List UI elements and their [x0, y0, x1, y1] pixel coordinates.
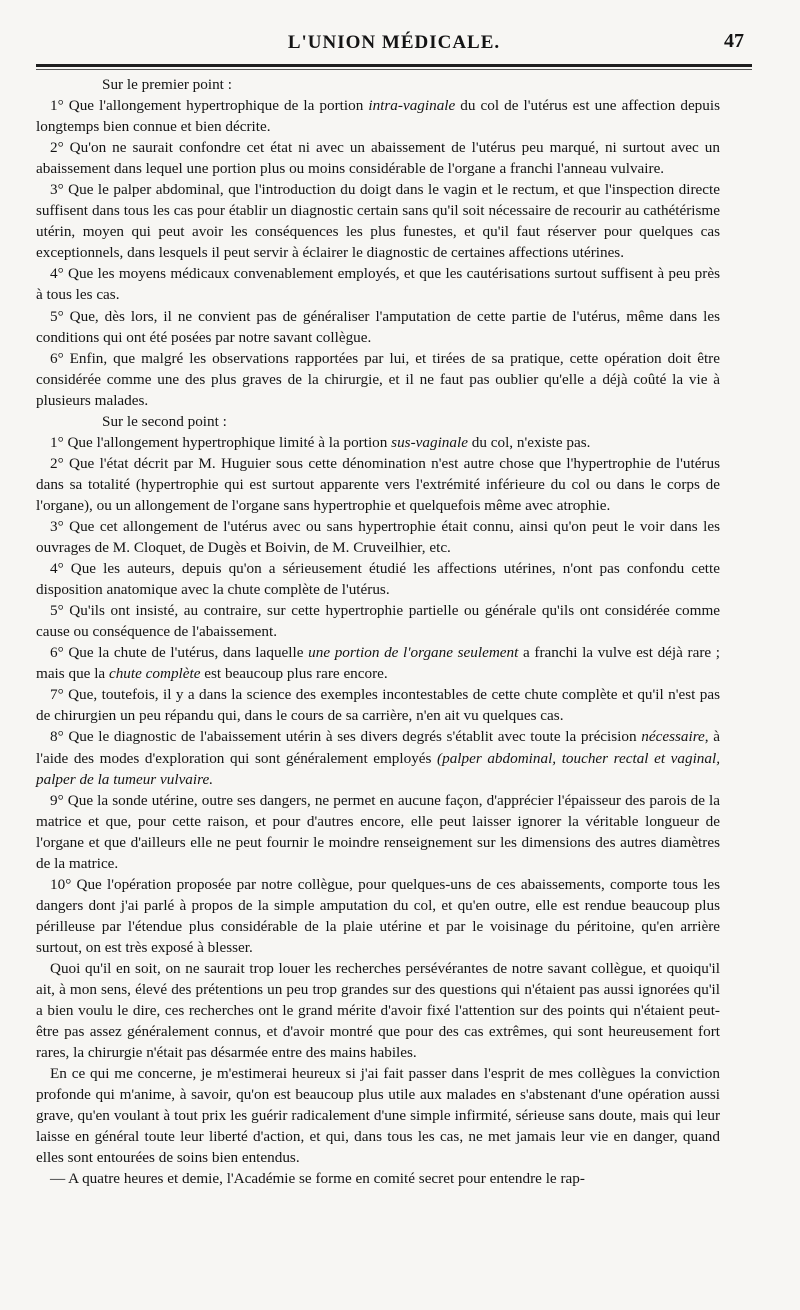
paragraph-second-2: 2° Que l'état décrit par M. Huguier sous cette dénomination n'est autre chose que l'hypertrophie de l'utérus dans sa totalité (hypertrophie qui est surtout apparente vers l'extrémité inférieure du col ou dans le corps de l'organe), ou un allongement de l'organe sans hypertrophie et quelquefois même avec atrophie.	[36, 454, 720, 514]
paragraph-second-5: 5° Qu'ils ont insisté, au contraire, sur cette hypertrophie partielle ou générale qu'ils ont considérée comme cause ou conséquence de l'abaissement.	[36, 602, 720, 641]
paragraph-second-6: 6° Que la chute de l'utérus, dans laquelle une portion de l'organe seulement a franchi la vulve est déjà rare ; mais que la chute complète est beaucoup plus rare encore.	[36, 644, 720, 683]
paragraph-first-3: 3° Que le palper abdominal, que l'introduction du doigt dans le vagin et le rectum, et que l'inspection directe suffisent dans tous les cas pour établir un diagnostic certain sans qu'il soit nécessaire de recourir au cathétérisme utérin, moyen qui peut avoir les conséquences les plus funestes, et qu'il faut réserver pour quelques cas exceptionnels, dans lesquels il peut servir à éclairer le diagnostic de certaines affections utérines.	[36, 181, 720, 262]
paragraph-first-6: 6° Enfin, que malgré les observations rapportées par lui, et tirées de sa pratique, cette opération doit être considérée comme une des plus graves de la chirurgie, et il ne faut pas oublier qu'elle a déjà coûté la vie à plusieurs malades.	[36, 349, 720, 409]
page-number: 47	[724, 30, 744, 52]
paragraph-second-1: 1° Que l'allongement hypertrophique limité à la portion sus-vaginale du col, n'existe pas.	[50, 433, 591, 451]
page-header	[36, 28, 752, 62]
header-rule-thin	[36, 69, 752, 70]
second-point-heading: Sur le second point :	[102, 412, 227, 430]
running-title: L'UNION MÉDICALE.	[287, 32, 501, 53]
article-body	[36, 74, 720, 1189]
first-point-heading: Sur le premier point :	[102, 76, 232, 93]
paragraph-conclusion-1: Quoi qu'il en soit, on ne saurait trop louer les recherches persévérantes de notre savant collègue, et quoiqu'il ait, à mon sens, élevé des prétentions un peu trop grandes sur des questions qui n'étaient pas aussi ignorées qu'il a bien voulu le dire, ces recherches ont le grand mérite d'avoir fixé l'attention sur des points qui n'étaient peut-être pas assez généralement connus, et d'avoir montré que pour des cas extrêmes, qui sont heureusement fort rares, la chirurgie n'était pas désarmée entre des mains habiles.	[36, 959, 720, 1062]
paragraph-academy-note: — A quatre heures et demie, l'Académie se forme en comité secret pour entendre le rap-	[50, 1170, 585, 1188]
paragraph-second-8: 8° Que le diagnostic de l'abaissement utérin à ses divers degrés s'établit avec toute la précision nécessaire, à l'aide des modes d'exploration qui sont généralement employés (palper abdominal, toucher rectal et vaginal, palper de la tumeur vulvaire.	[36, 728, 721, 788]
paragraph-second-10: 10° Que l'opération proposée par notre collègue, pour quelques-uns de ces abaissements, comporte tous les dangers dont j'ai parlé à propos de la simple amputation du col, et qu'en outre, elle est rendue beaucoup plus périlleuse par l'étendue plus considérable de la plaie utérine et par le voisinage du péritoine, qu'en arrière surtout, on est très exposé à blesser.	[36, 875, 720, 956]
paragraph-first-4: 4° Que les moyens médicaux convenablement employés, et que les cautérisations surtout suffisent à peu près à tous les cas.	[36, 265, 720, 304]
paragraph-first-5: 5° Que, dès lors, il ne convient pas de généraliser l'amputation de cette partie de l'utérus, même dans les conditions qui ont été posées par notre savant collègue.	[36, 307, 720, 346]
paragraph-second-4: 4° Que les auteurs, depuis qu'on a sérieusement étudié les affections utérines, n'ont pas confondu cette disposition anatomique avec la chute complète de l'utérus.	[36, 560, 720, 599]
paragraph-second-3: 3° Que cet allongement de l'utérus avec ou sans hypertrophie était connu, ainsi qu'on peut le voir dans les ouvrages de M. Cloquet, de Dugès et Boivin, de M. Cruveilhier, etc.	[36, 517, 720, 557]
paragraph-conclusion-2: En ce qui me concerne, je m'estimerai heureux si j'ai fait passer dans l'esprit de mes collègues la conviction profonde qui m'anime, à savoir, qu'on est beaucoup plus utile aux malades en s'abstenant d'une opération aussi grave, qu'en voulant à tout prix les guérir radicalement d'une simple infirmité, sérieuse sans doute, mais qui leur laisse en général toute leur liberté d'action, et qui, dans tous les cas, ne met jamais leur vie en danger, quand elles sont entourées de soins bien entendus.	[36, 1065, 720, 1167]
paragraph-second-7: 7° Que, toutefois, il y a dans la science des exemples incontestables de cette chute complète et qu'il n'est pas de chirurgien un peu répandu qui, dans le cours de sa carrière, n'en ait vu quelques cas.	[36, 686, 720, 725]
paragraph-first-1: 1° Que l'allongement hypertrophique de la portion intra-vaginale du col de l'utérus est une affection depuis longtemps bien connue et bien décrite.	[36, 97, 720, 136]
paragraph-second-9: 9° Que la sonde utérine, outre ses dangers, ne permet en aucune façon, d'apprécier l'épaisseur des parois de la matrice et que, pour cette raison, et pour d'autres encore, elle peut laisser ignorer la véritable longueur de l'organe et que d'ailleurs elle ne peut fournir le moindre renseignement sur les dimensions des autres diamètres de la matrice.	[36, 791, 720, 872]
header-rule	[36, 64, 752, 67]
paragraph-first-2: 2° Qu'on ne saurait confondre cet état ni avec un abaissement de l'utérus peu marqué, ni surtout avec un abaissement dans lequel une portion plus ou moins considérable de l'organe a franchi l'anneau vulvaire.	[36, 139, 720, 178]
